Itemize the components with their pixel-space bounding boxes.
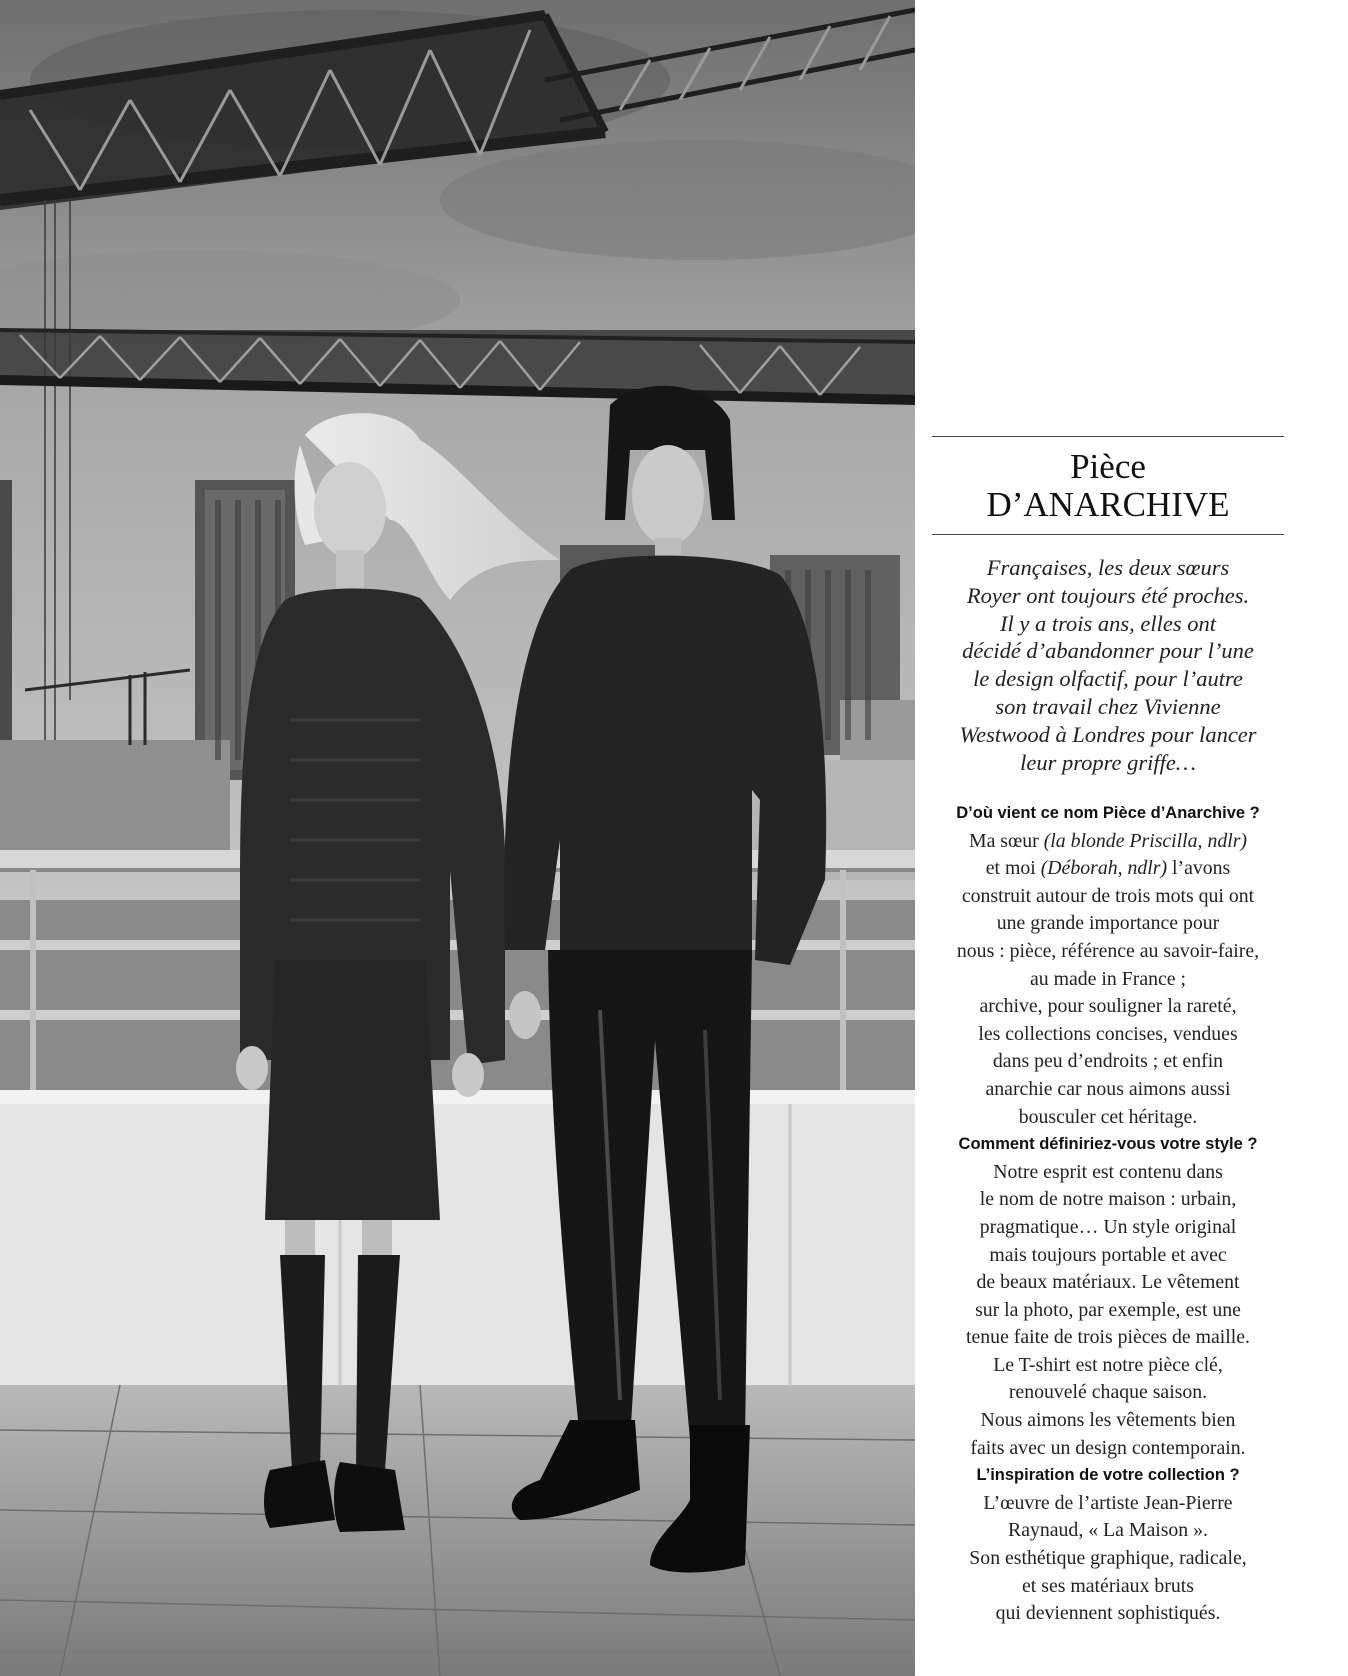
question-2: Comment définiriez-vous votre style ? xyxy=(958,1135,1258,1154)
answer-line: pragmatique… Un style original xyxy=(979,1215,1237,1238)
answer-line: bousculer cet héritage. xyxy=(1018,1105,1198,1128)
answer-line: archive, pour souligner la rareté, xyxy=(979,995,1237,1018)
interview-body xyxy=(928,800,1288,1628)
lede-line: décidé d’abandonner pour l’une xyxy=(962,638,1254,664)
answer-line: Le T-shirt est notre pièce clé, xyxy=(993,1353,1223,1376)
answer-line: L’œuvre de l’artiste Jean-Pierre xyxy=(983,1491,1233,1514)
answer-line: qui deviennent sophistiqués. xyxy=(995,1602,1221,1625)
title-top-rule xyxy=(932,436,1284,437)
article-column xyxy=(915,0,1348,1676)
article-title xyxy=(932,448,1284,524)
article-lede xyxy=(932,554,1284,776)
answer-line: construit autour de trois mots qui ont xyxy=(961,884,1255,907)
lede-line: son travail chez Vivienne xyxy=(995,693,1221,719)
answer-line: Son esthétique graphique, radicale, xyxy=(969,1547,1247,1570)
answer-line: au made in France ; xyxy=(1030,967,1186,990)
answer-line: nous : pièce, référence au savoir-faire, xyxy=(956,939,1260,962)
rooftop-floor xyxy=(0,1385,915,1676)
answer-line: les collections concises, vendues xyxy=(978,1022,1238,1045)
answer-line: Raynaud, « La Maison ». xyxy=(1008,1519,1208,1542)
answer-line: une grande importance pour xyxy=(996,912,1220,935)
answer-line: mais toujours portable et avec xyxy=(989,1243,1227,1266)
lede-line: Françaises, les deux sœurs xyxy=(986,555,1230,580)
answer-line: sur la photo, par exemple, est une xyxy=(975,1298,1241,1321)
answer-line: renouvelé chaque saison. xyxy=(1008,1381,1208,1404)
question-3: L’inspiration de votre collection ? xyxy=(976,1466,1240,1485)
answer-line: dans peu d’endroits ; et enfin xyxy=(992,1050,1224,1073)
lede-line: Westwood à Londres pour lancer xyxy=(959,721,1257,747)
answer-line: le nom de notre maison : urbain, xyxy=(979,1188,1237,1211)
answer-line: tenue faite de trois pièces de maille. xyxy=(966,1326,1250,1349)
answer-line: faits avec un design contemporain. xyxy=(970,1436,1246,1459)
lede-line: Il y a trois ans, elles ont xyxy=(999,610,1217,636)
lede-line: le design olfactif, pour l’autre xyxy=(973,666,1243,692)
answer-line: et ses matériaux bruts xyxy=(1022,1574,1194,1597)
answer-line: Nous aimons les vêtements bien xyxy=(980,1409,1236,1432)
lede-line: Royer ont toujours été proches. xyxy=(966,582,1250,608)
answer-line: Notre esprit est contenu dans xyxy=(993,1160,1223,1183)
title-line-1: Pièce xyxy=(1070,447,1146,486)
answer-line: Ma sœur (la blonde Priscilla, ndlr) xyxy=(968,829,1248,852)
answer-line: anarchie car nous aimons aussi xyxy=(985,1077,1231,1100)
answer-line: de beaux matériaux. Le vêtement xyxy=(976,1271,1240,1294)
lede-line: leur propre griffe… xyxy=(1020,749,1196,775)
title-bottom-rule xyxy=(932,534,1284,535)
parapet-wall xyxy=(0,1090,915,1390)
answer-line: et moi (Déborah, ndlr) l’avons xyxy=(985,857,1231,880)
title-line-2: D’ANARCHIVE xyxy=(986,485,1230,524)
question-1: D’où vient ce nom Pièce d’Anarchive ? xyxy=(956,804,1260,822)
